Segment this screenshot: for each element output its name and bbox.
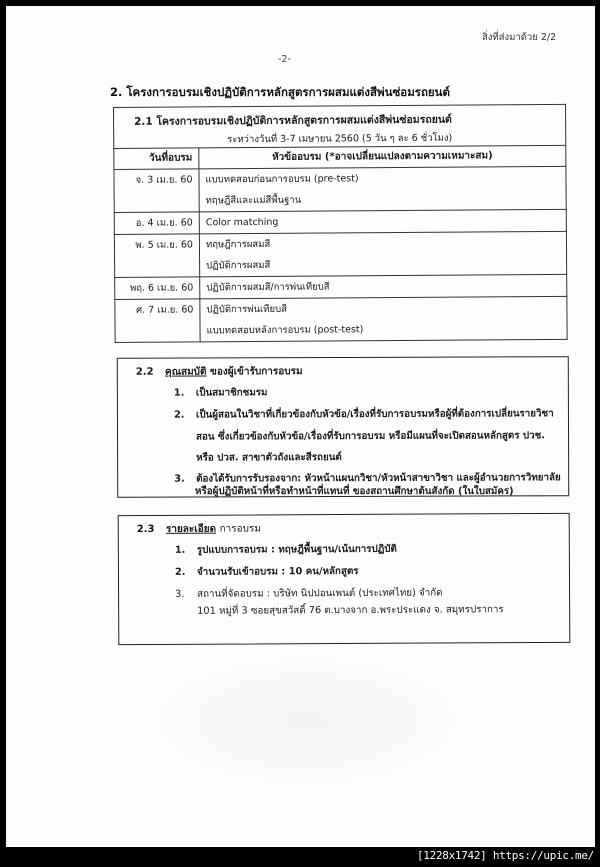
- row-topics: [199, 231, 566, 277]
- section-title: 2. โครงการอบรมเชิงปฏิบัติการหลักสูตรการผสมแต่งสีพ่นซ่อมรถยนต์: [110, 85, 450, 99]
- scanned-page: [6, 6, 595, 847]
- topic-item: ปฏิบัติการผสมสี: [206, 259, 271, 272]
- list-item: 2. เป็นผู้สอนในวิชาที่เกี่ยวข้องกับหัวข้อ/เรื่องที่รับการอบรมหรือผู้ที่ต้องการเปลี่ยนรายวิชา: [173, 408, 554, 421]
- column-header-date: วันที่อบรม: [114, 148, 199, 170]
- heading-rest: การอบรม: [219, 523, 261, 535]
- section-number: 2.2: [135, 366, 154, 378]
- row-date: พ. 5 เม.ย. 60: [114, 234, 199, 278]
- section-number: 2.3: [136, 523, 155, 536]
- table-row: [114, 209, 566, 234]
- topic-item: ปฏิบัติการผสมสี/การพ่นเทียบสี: [206, 281, 330, 294]
- topic-item: แบบทดสอบก่อนการอบรม (pre-test): [205, 173, 359, 186]
- details-box: [118, 513, 571, 645]
- attachment-note: สิ่งที่ส่งมาด้วย 2/2: [482, 32, 557, 43]
- image-host-watermark: [1228x1742] https://upic.me/: [416, 849, 594, 862]
- row-date: พฤ. 6 เม.ย. 60: [115, 277, 200, 300]
- list-item-continuation: สอน ซึ่งเกี่ยวข้องกับหัวข้อ/เรื่องที่รับการอบรม หรือมีแผนที่จะเปิดสอนหลักสูตร ปวช.: [196, 430, 546, 443]
- column-header-topic: หัวข้ออบรม (*อาจเปลี่ยนแปลงตามความเหมาะสม): [199, 145, 566, 169]
- topic-item: แบบทดสอบหลังการอบรม (post-test): [206, 324, 364, 337]
- topic-item: ทฤษฎีสีและแม่สีพื้นฐาน: [205, 194, 302, 207]
- heading-underlined: รายละเอียด: [165, 523, 217, 535]
- list-item: 3. สถานที่จัดอบรม : บริษัท นิปปอนเพนต์ (ประเทศไทย) จำกัด: [175, 587, 443, 600]
- qualifications-box: [117, 356, 569, 498]
- table-row: [114, 231, 566, 277]
- topic-item: Color matching: [205, 216, 279, 229]
- schedule-title: 2.1 โครงการอบรมเชิงปฏิบัติการหลักสูตรการผสมแต่งสีพ่นซ่อมรถยนต์: [114, 104, 566, 133]
- table-row: [114, 166, 566, 212]
- table-row: [115, 274, 567, 299]
- row-topics: [199, 166, 566, 212]
- row-date: จ. 3 เม.ย. 60: [114, 169, 199, 213]
- list-item: 1. รูปแบบการอบรม : ทฤษฎีพื้นฐาน/เน้นการปฏิบัติ: [174, 543, 397, 556]
- details-heading: [137, 521, 261, 537]
- row-topics: [200, 274, 567, 299]
- list-item-continuation: 101 หมู่ที่ 3 ซอยสุขสวัสดิ์ 76 ต.บางจาก อ.พระประแดง จ. สมุทรปราการ: [197, 604, 504, 617]
- list-item-continuation: หรือ ปวส. สาขาตัวถังและสีรถยนต์: [196, 452, 342, 464]
- table-row: [115, 296, 567, 342]
- qualifications-heading: [136, 364, 303, 380]
- page-number: -2-: [278, 54, 291, 65]
- list-item: 1. เป็นสมาชิกชมรม: [173, 387, 268, 399]
- row-topics: [199, 209, 566, 234]
- topic-item: ปฏิบัติการพ่นเทียบสี: [206, 303, 287, 316]
- heading-underlined: คุณสมบัติ: [164, 366, 207, 378]
- scan-smudge: [126, 646, 486, 796]
- list-item: 3. ต้องได้รับการรับรองจาก: หัวหน้าแผนกวิชา/หัวหน้าสาขาวิชา และผู้อำนวยการวิทยาลัย: [174, 472, 561, 485]
- list-item: 2. จำนวนรับเข้าอบรม : 10 คน/หลักสูตร: [174, 565, 359, 578]
- list-item-continuation: หรือผู้ปฏิบัติหน้าที่หรือทำหน้าที่แทนที่ ของสถานศึกษาต้นสังกัด (ในใบสมัคร): [195, 486, 514, 497]
- row-date: อ. 4 เม.ย. 60: [114, 212, 199, 235]
- schedule-table: [113, 104, 568, 343]
- topic-item: ทฤษฎีการผสมสี: [205, 238, 271, 251]
- schedule-subtitle: ระหว่างวันที่ 3-7 เมษายน 2560 (5 วัน ๆ ละ 6 ชั่วโมง): [114, 130, 566, 149]
- row-topics: [200, 296, 567, 342]
- row-date: ศ. 7 เม.ย. 60: [115, 299, 200, 343]
- heading-rest: ของผู้เข้ารับการอบรม: [209, 366, 303, 378]
